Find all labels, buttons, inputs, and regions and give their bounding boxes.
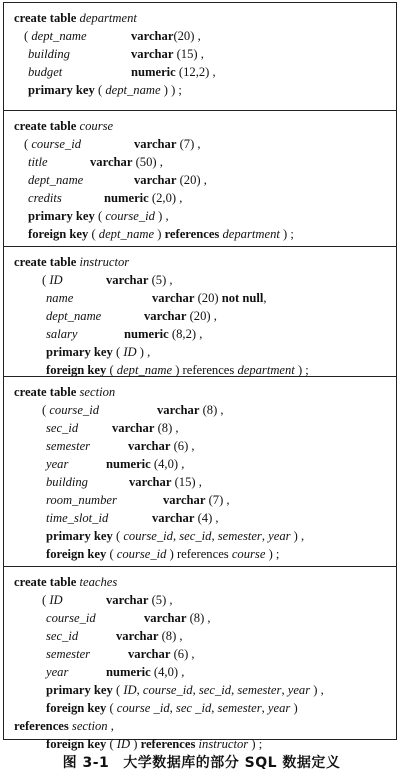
sql-keyword: foreign key [46, 363, 107, 377]
code-line-type [131, 27, 201, 45]
sql-identifier: course_id [105, 209, 155, 223]
sql-identifier: instructor [79, 255, 130, 269]
code-line [28, 171, 207, 189]
sql-keyword: varchar [128, 439, 171, 453]
code-line-lead [46, 629, 78, 643]
code-line-lead [46, 457, 68, 471]
code-line-type [157, 401, 224, 419]
code-line-lead [14, 385, 115, 399]
sql-keyword: varchar [152, 291, 195, 305]
sql-identifier: dept_name [28, 173, 84, 187]
code-line-lead [46, 309, 101, 323]
code-line-lead [46, 737, 262, 751]
sql-identifier: credits [28, 191, 62, 205]
code-line [28, 189, 183, 207]
sql-punct: (8) , [158, 629, 183, 643]
code-line-lead [28, 209, 169, 223]
sql-keyword: primary key [28, 83, 95, 97]
sql-identifier: dept_name [46, 309, 102, 323]
sql-identifier: dept_name [31, 29, 87, 43]
sql-punct: , [261, 529, 269, 543]
code-line-type [134, 171, 207, 189]
sql-punct: , [263, 291, 267, 305]
sql-punct: (15) , [173, 47, 204, 61]
sql-punct: , [211, 529, 218, 543]
code-line [46, 343, 150, 361]
sql-punct: ) , [290, 529, 305, 543]
sql-punct: ( [42, 593, 50, 607]
sql-identifier: ID [49, 593, 63, 607]
sql-keyword: references [164, 227, 220, 241]
sql-identifier: teaches [79, 575, 118, 589]
sql-punct: (7) , [176, 137, 201, 151]
sql-identifier: course [79, 119, 114, 133]
figure-title: 大学数据库的部分 SQL 数据定义 [123, 755, 341, 771]
sql-identifier: room_number [46, 493, 117, 507]
sql-punct: ) ) ; [160, 83, 182, 97]
sql-punct: , [211, 701, 218, 715]
sql-punct: (8) , [154, 421, 179, 435]
sql-identifier: semester [46, 439, 91, 453]
code-line [42, 271, 173, 289]
sql-keyword: foreign key [28, 227, 89, 241]
sql-identifier: section [79, 385, 116, 399]
code-line [24, 135, 201, 153]
sql-identifier: department [237, 363, 295, 377]
code-line-type [106, 271, 173, 289]
sql-punct: (8) , [199, 403, 224, 417]
sql-identifier: ID [123, 683, 137, 697]
code-line-type [152, 289, 267, 307]
code-line [46, 527, 304, 545]
code-line-type [144, 307, 217, 325]
table-block-instructor [4, 246, 396, 377]
sql-punct: (4,0) , [150, 457, 185, 471]
code-line-lead [42, 593, 63, 607]
sql-punct: (5) , [148, 593, 173, 607]
table-block-section [4, 376, 396, 567]
sql-keyword: varchar [129, 475, 172, 489]
code-line-lead [46, 363, 309, 377]
sql-keyword: create table [14, 385, 80, 399]
code-line [14, 383, 115, 401]
sql-punct: ( [106, 701, 117, 715]
sql-punct: (4,0) , [150, 665, 185, 679]
code-line-lead [46, 529, 304, 543]
sql-punct: ) , [310, 683, 324, 697]
sql-keyword: varchar [128, 647, 171, 661]
sql-punct: ( [94, 209, 106, 223]
sql-punct: ) ; [248, 737, 263, 751]
sql-punct: (6) , [170, 439, 195, 453]
sql-keyword: create table [14, 575, 80, 589]
sql-punct: ( [106, 737, 117, 751]
code-line [46, 609, 211, 627]
code-line-lead [28, 83, 182, 97]
sql-punct: (8,2) , [168, 327, 203, 341]
sql-punct: (15) , [171, 475, 202, 489]
sql-identifier: ID [116, 737, 131, 751]
sql-keyword: varchar [116, 629, 159, 643]
sql-identifier: salary [46, 327, 78, 341]
code-line-lead [28, 173, 83, 187]
ddl-figure-box [3, 2, 397, 751]
sql-punct: (2,0) , [148, 191, 183, 205]
sql-keyword: references [14, 719, 72, 733]
sql-punct: (4) , [194, 511, 219, 525]
code-line [46, 545, 279, 563]
sql-punct: ( [112, 683, 124, 697]
sql-punct: (20) , [173, 29, 201, 43]
sql-keyword: foreign key [46, 547, 107, 561]
code-line [46, 473, 202, 491]
sql-punct: (20) [194, 291, 222, 305]
sql-keyword: varchar [163, 493, 206, 507]
code-line-lead [46, 475, 88, 489]
code-line-lead [46, 291, 73, 305]
code-line-lead [46, 511, 108, 525]
sql-keyword: varchar [152, 511, 195, 525]
sql-keyword: create table [14, 11, 80, 25]
sql-identifier: course_id [31, 137, 82, 151]
code-line [28, 63, 216, 81]
code-line [46, 681, 324, 699]
sql-keyword: foreign key [46, 701, 107, 715]
sql-identifier: semester [46, 647, 91, 661]
code-line-type [106, 591, 173, 609]
code-line [14, 9, 137, 27]
sql-identifier: department [222, 227, 280, 241]
sql-punct: , [136, 683, 143, 697]
code-line-lead [28, 227, 294, 241]
sql-punct: ) [290, 701, 298, 715]
sql-punct: ( [24, 29, 32, 43]
sql-identifier: sec_id [46, 421, 79, 435]
sql-punct: , [169, 701, 176, 715]
code-line-type [163, 491, 230, 509]
sql-identifier: dept_name [116, 363, 173, 377]
code-line-type [112, 419, 179, 437]
sql-identifier: course_id [142, 683, 193, 697]
sql-keyword: varchar [134, 173, 177, 187]
sql-punct: ) ; [294, 363, 309, 377]
code-line [14, 573, 117, 591]
sql-punct: ( [106, 547, 117, 561]
sql-identifier: name [46, 291, 74, 305]
sql-punct: ) [130, 737, 141, 751]
sql-identifier: course_id [46, 611, 96, 625]
code-line-type [116, 627, 183, 645]
code-line-lead [46, 547, 279, 561]
sql-punct: (50) , [132, 155, 163, 169]
sql-identifier: building [28, 47, 70, 61]
sql-punct: ( [112, 345, 124, 359]
sql-keyword: primary key [28, 209, 95, 223]
code-line-type [90, 153, 163, 171]
code-line-lead [24, 29, 87, 43]
code-line-lead [14, 719, 114, 733]
figure-caption [0, 752, 403, 772]
sql-identifier: year [287, 683, 311, 697]
sql-keyword: numeric [104, 191, 149, 205]
sql-punct: (8) , [186, 611, 211, 625]
code-line [46, 645, 195, 663]
code-line-lead [42, 403, 99, 417]
sql-punct: ( [106, 363, 117, 377]
sql-punct: , [172, 529, 180, 543]
sql-punct: ) references [172, 363, 238, 377]
sql-keyword: numeric [106, 457, 151, 471]
code-line [46, 289, 267, 307]
code-line [46, 419, 179, 437]
table-block-department [4, 3, 396, 110]
code-line-lead [46, 421, 78, 435]
code-line-type [124, 325, 202, 343]
sql-identifier: time_slot_id [46, 511, 109, 525]
sql-punct: , [261, 701, 268, 715]
sql-keyword: varchar [106, 593, 149, 607]
sql-identifier: sec_id [46, 629, 79, 643]
sql-identifier: sec_id [179, 529, 212, 543]
code-line [46, 509, 219, 527]
code-line-lead [14, 11, 137, 25]
sql-punct: (12,2) , [175, 65, 216, 79]
sql-keyword: varchar [131, 29, 174, 43]
code-line [28, 81, 182, 99]
code-line-lead [46, 683, 324, 697]
sql-identifier: course_id [123, 529, 173, 543]
sql-punct: (20) , [186, 309, 217, 323]
sql-keyword: references [140, 737, 196, 751]
code-line [28, 45, 204, 63]
sql-identifier: dept_name [105, 83, 161, 97]
table-block-course [4, 110, 396, 247]
code-line [14, 253, 129, 271]
code-line-lead [46, 701, 298, 715]
code-line-type [152, 509, 219, 527]
code-line [46, 455, 185, 473]
code-line [46, 627, 183, 645]
code-line [42, 401, 224, 419]
code-line-type [131, 45, 204, 63]
code-line [14, 117, 113, 135]
sql-punct: (20) , [176, 173, 207, 187]
code-line [28, 207, 169, 225]
sql-punct: ) references [166, 547, 232, 561]
sql-identifier: semester [217, 529, 262, 543]
sql-keyword: varchar [112, 421, 155, 435]
code-line-lead [28, 155, 48, 169]
code-line-lead [28, 191, 62, 205]
sql-keyword: numeric [131, 65, 176, 79]
code-line-lead [14, 119, 113, 133]
sql-identifier: dept_name [98, 227, 155, 241]
code-line [46, 735, 262, 753]
sql-punct: , [107, 719, 114, 733]
sql-identifier: instructor [198, 737, 249, 751]
sql-identifier: course_id [49, 403, 100, 417]
sql-punct: ( [112, 529, 124, 543]
code-line-lead [46, 327, 77, 341]
sql-identifier: semester [217, 701, 262, 715]
sql-identifier: ID [123, 345, 137, 359]
code-line [24, 27, 201, 45]
code-line-type [128, 437, 195, 455]
sql-identifier: sec _id [175, 701, 212, 715]
sql-punct: (6) , [170, 647, 195, 661]
code-line [46, 437, 195, 455]
code-line-lead [14, 575, 117, 589]
sql-keyword: primary key [46, 529, 113, 543]
sql-identifier: department [79, 11, 137, 25]
sql-identifier: year [267, 701, 291, 715]
code-line-lead [46, 345, 150, 359]
table-block-teaches [4, 566, 396, 751]
code-line-lead [46, 439, 90, 453]
code-line-type [129, 473, 202, 491]
code-line [46, 307, 217, 325]
sql-identifier: building [46, 475, 88, 489]
code-line-lead [46, 647, 90, 661]
sql-punct: (5) , [148, 273, 173, 287]
code-line-type [128, 645, 195, 663]
sql-keyword: varchar [90, 155, 133, 169]
sql-identifier: budget [28, 65, 63, 79]
code-line [14, 717, 114, 735]
sql-identifier: course [231, 547, 266, 561]
sql-identifier: ID [49, 273, 63, 287]
sql-identifier: section [71, 719, 108, 733]
sql-keyword: foreign key [46, 737, 107, 751]
sql-punct: ( [88, 227, 99, 241]
sql-punct: , [192, 683, 199, 697]
sql-punct: ) , [154, 209, 169, 223]
sql-keyword: numeric [124, 327, 169, 341]
sql-identifier: year [268, 529, 291, 543]
code-line-type [144, 609, 211, 627]
sql-punct: , [231, 683, 238, 697]
sql-identifier: year [46, 457, 69, 471]
code-line-lead [42, 273, 63, 287]
sql-punct: (7) , [205, 493, 230, 507]
sql-punct: ) , [136, 345, 151, 359]
sql-identifier: year [46, 665, 69, 679]
code-line-lead [24, 137, 81, 151]
sql-keyword: varchar [106, 273, 149, 287]
code-line [42, 591, 173, 609]
sql-punct: , [281, 683, 288, 697]
code-line [28, 153, 163, 171]
code-line-lead [46, 665, 68, 679]
sql-identifier: semester [237, 683, 282, 697]
sql-identifier: title [28, 155, 48, 169]
sql-keyword: varchar [144, 309, 187, 323]
sql-punct: ( [42, 403, 50, 417]
sql-punct: ) ; [265, 547, 280, 561]
code-line-lead [46, 493, 117, 507]
code-line-lead [14, 255, 129, 269]
sql-punct: ( [42, 273, 50, 287]
code-line-type [104, 189, 182, 207]
figure-number: 图 3-1 [62, 755, 110, 771]
code-line [46, 325, 203, 343]
code-line [46, 491, 230, 509]
sql-keyword: primary key [46, 683, 113, 697]
sql-identifier: course_id [116, 547, 167, 561]
sql-punct: ) ; [279, 227, 294, 241]
code-line-lead [28, 47, 70, 61]
code-line-lead [28, 65, 62, 79]
sql-punct: ( [24, 137, 32, 151]
code-line-type [106, 455, 184, 473]
sql-keyword: create table [14, 119, 80, 133]
code-line [28, 225, 294, 243]
code-line-lead [46, 611, 96, 625]
sql-keyword: varchar [144, 611, 187, 625]
sql-keyword: create table [14, 255, 80, 269]
code-line-type [106, 663, 184, 681]
sql-keyword: varchar [157, 403, 200, 417]
sql-keyword: numeric [106, 665, 151, 679]
sql-keyword: primary key [46, 345, 113, 359]
code-line-type [134, 135, 201, 153]
sql-punct: ) [154, 227, 165, 241]
code-line [46, 663, 185, 681]
sql-punct: ( [94, 83, 106, 97]
sql-identifier: course _id [116, 701, 170, 715]
sql-identifier: sec_id [198, 683, 232, 697]
sql-keyword: not null [221, 291, 264, 305]
sql-keyword: varchar [134, 137, 177, 151]
sql-keyword: varchar [131, 47, 174, 61]
code-line [46, 699, 298, 717]
code-line-type [131, 63, 216, 81]
